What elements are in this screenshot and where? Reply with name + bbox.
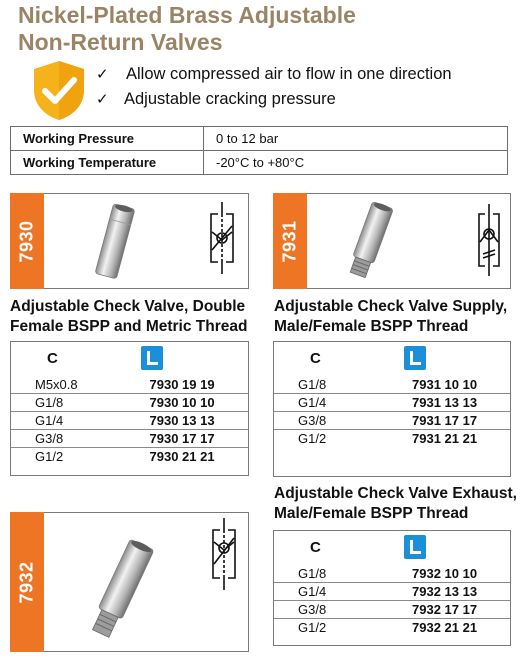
size-cell: G3/8 — [274, 601, 392, 619]
size-column-header: C — [310, 539, 321, 556]
part-number-cell: 7930 13 13 — [130, 412, 249, 430]
product-code-tab — [10, 512, 44, 652]
page-title — [18, 2, 356, 56]
part-number-cell: 7932 13 13 — [392, 583, 510, 601]
size-cell: G1/4 — [11, 412, 130, 430]
size-cell: G1/8 — [274, 376, 392, 394]
part-number-cell: 7930 21 21 — [149, 449, 215, 464]
part-number-rows — [274, 376, 510, 447]
table-header — [274, 531, 510, 565]
product-heading — [274, 484, 517, 524]
table-row — [274, 394, 510, 412]
size-cell: M5x0.8 — [11, 376, 130, 394]
part-number-cell: 7930 10 10 — [130, 394, 249, 412]
size-cell: G1/2 — [298, 620, 327, 635]
part-number-table — [273, 530, 511, 646]
product-code: 7930 — [16, 219, 37, 263]
product-code-tab — [10, 193, 44, 289]
part-number-cell: 7932 21 21 — [412, 620, 478, 635]
part-number-rows — [274, 565, 510, 636]
feature-text: Adjustable cracking pressure — [124, 90, 336, 108]
table-row — [11, 394, 248, 412]
check-valve-symbol — [208, 518, 240, 590]
product-heading — [10, 297, 247, 337]
specifications-table — [10, 126, 508, 175]
size-cell: G1/2 — [298, 431, 327, 446]
valve-image — [86, 201, 142, 281]
table-row — [274, 430, 510, 448]
product-code: 7932 — [16, 560, 37, 604]
product-code: 7931 — [279, 219, 300, 263]
size-cell: G1/4 — [274, 583, 392, 601]
size-cell: G1/8 — [274, 565, 392, 583]
size-cell: G1/2 — [35, 449, 64, 464]
product-heading — [274, 297, 507, 337]
spec-value: 0 to 12 bar — [204, 127, 508, 151]
size-cell: G1/8 — [11, 394, 130, 412]
product-heading-line-2: Male/Female BSPP Thread — [274, 318, 469, 335]
part-number-cell: 7932 10 10 — [392, 565, 510, 583]
checkmark-icon: ✓ — [96, 66, 109, 83]
valve-image — [80, 534, 162, 646]
product-heading-line-1: Adjustable Check Valve, Double — [10, 298, 246, 315]
table-row — [11, 448, 248, 466]
part-number-table — [273, 341, 511, 477]
part-number-cell: 7931 17 17 — [392, 412, 510, 430]
page-title-line-1: Nickel-Plated Brass Adjustable — [18, 2, 356, 28]
table-header — [274, 342, 510, 376]
table-row — [11, 376, 248, 394]
valve-image — [340, 199, 400, 283]
part-number-table — [10, 341, 249, 476]
checkmark-icon: ✓ — [96, 91, 109, 108]
spec-row — [11, 151, 508, 175]
table-row — [274, 619, 510, 637]
size-column-header: C — [310, 350, 321, 367]
page-title-line-2: Non-Return Valves — [18, 29, 223, 55]
product-code-tab — [273, 193, 307, 289]
table-row — [274, 412, 510, 430]
table-header — [11, 342, 248, 376]
spec-value: -20°C to +80°C — [204, 151, 508, 175]
part-number-rows — [11, 376, 248, 465]
feature-item — [96, 63, 452, 86]
product-heading-line-2: Female BSPP and Metric Thread — [10, 318, 248, 335]
part-number-icon — [404, 535, 426, 559]
shield-check-icon — [30, 58, 88, 122]
check-valve-symbol — [474, 204, 504, 276]
part-number-cell: 7930 19 19 — [130, 376, 249, 394]
feature-item — [96, 88, 336, 111]
check-valve-symbol — [206, 202, 238, 274]
table-row — [274, 601, 510, 619]
part-number-cell: 7931 21 21 — [412, 431, 478, 446]
table-row — [11, 430, 248, 448]
part-number-icon — [141, 346, 163, 370]
part-number-cell: 7932 17 17 — [392, 601, 510, 619]
size-column-header: C — [47, 350, 58, 367]
part-number-cell: 7931 10 10 — [392, 376, 510, 394]
size-cell: G3/8 — [274, 412, 392, 430]
table-row — [274, 565, 510, 583]
table-row — [274, 376, 510, 394]
part-number-icon — [404, 346, 426, 370]
size-cell: G3/8 — [11, 430, 130, 448]
part-number-cell: 7931 13 13 — [392, 394, 510, 412]
spec-row — [11, 127, 508, 151]
table-row — [274, 583, 510, 601]
spec-label: Working Pressure — [11, 127, 204, 151]
part-number-cell: 7930 17 17 — [130, 430, 249, 448]
product-heading-line-2: Male/Female BSPP Thread — [274, 505, 469, 522]
table-row — [11, 412, 248, 430]
product-heading-line-1: Adjustable Check Valve Supply, — [274, 298, 508, 315]
product-heading-line-1: Adjustable Check Valve Exhaust, — [274, 485, 517, 502]
spec-label: Working Temperature — [11, 151, 204, 175]
size-cell: G1/4 — [274, 394, 392, 412]
feature-text: Allow compressed air to flow in one direction — [126, 65, 452, 83]
